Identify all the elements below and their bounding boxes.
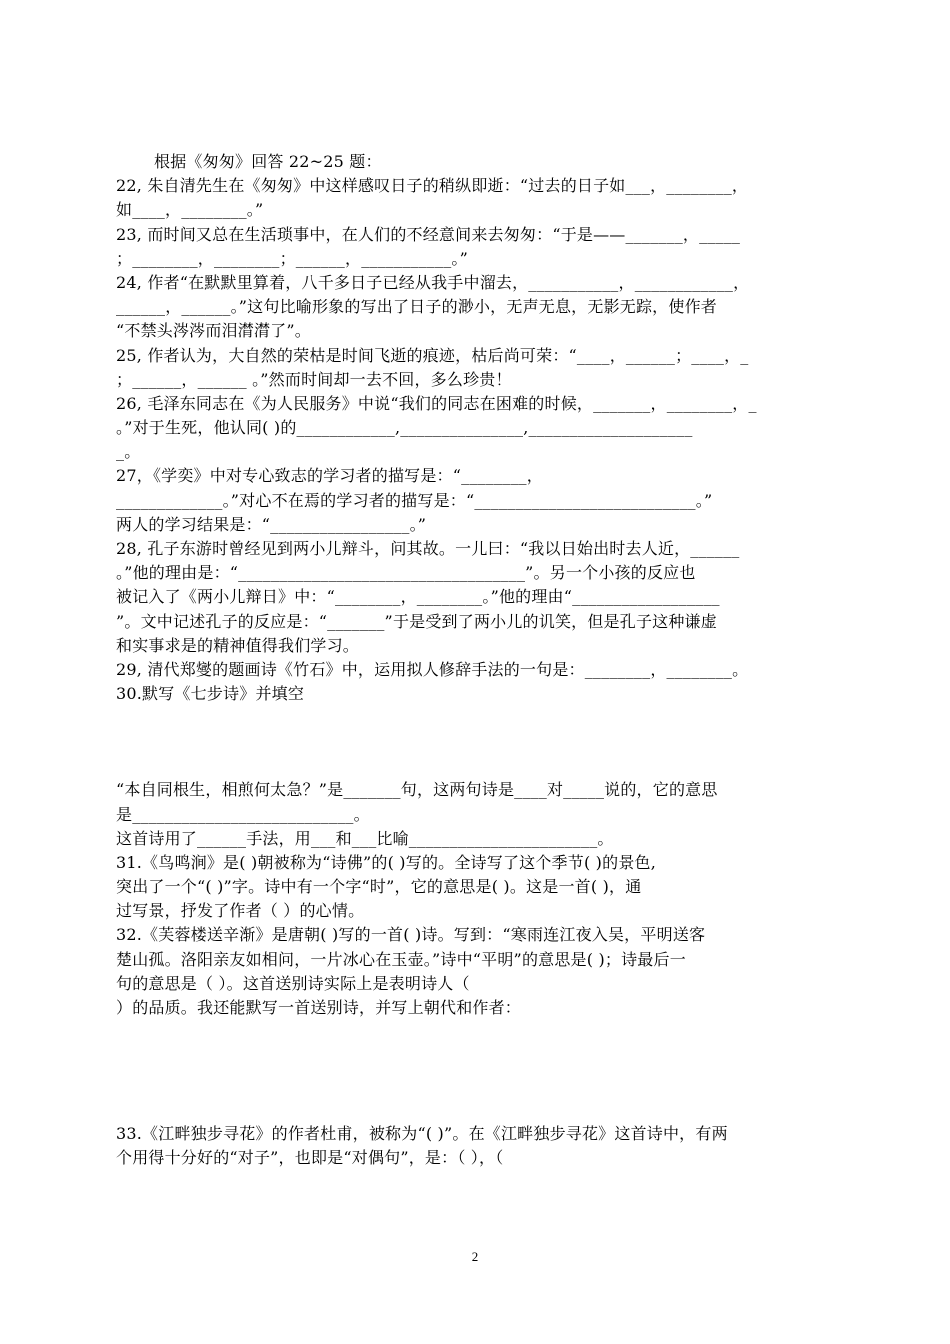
question-24-line-1: 24, 作者“在默默里算着，八千多日子已经从我手中溜去，___________，____________， [116,272,750,292]
question-32-line-1: 32.《芙蓉楼送辛渐》是唐朝( )写的一首( )诗。写到：“寒雨连江夜入吴，平明送客 [116,925,706,945]
question-30-line-2: 是___________________________。 [116,804,370,824]
question-26-line-2: 。”对于生死，他认同( )的____________,_______________,____________________ [116,418,693,438]
question-23-line-1: 23, 而时间又总在生活琐事中，在人们的不经意间来去匆匆：“于是——_______，_____ [116,224,741,244]
question-23-line-2: ；________，________；______，___________。” [116,248,468,268]
question-30-title: 30.默写《七步诗》并填空 [116,684,305,704]
section-intro: 根据《匆匆》回答 22~25 题： [154,152,382,171]
question-28-line-3: 被记入了《两小儿辩日》中：“________，________。”他的理由“__________________ [116,587,720,607]
question-28-line-4: ”。文中记述孔子的反应是：“_______”于是受到了两小儿的讥笑，但是孔子这种谦虚 [116,611,717,631]
poem-writing-space [116,706,840,778]
question-28-line-5: 和实事求是的精神值得我们学习。 [116,635,360,655]
question-33-line-1: 33.《江畔独步寻花》的作者杜甫，被称为“( )”。在《江畔独步寻花》这首诗中，有两 [116,1124,728,1144]
question-27-line-1: 27，《学奕》中对专心致志的学习者的描写是：“________， [116,466,543,486]
question-22-line-1: 22, 朱自清先生在《匆匆》中这样感叹日子的稍纵即逝：“过去的日子如___，________， [116,176,749,196]
question-28-line-1: 28, 孔子东游时曾经见到两小儿辩斗，问其故。一儿曰：“我以日始出时去人近，______ [116,539,740,558]
document-body [116,150,840,1171]
question-33-line-2: 个用得十分好的“对子”，也即是“对偶句”，是：（ ），（ [116,1148,504,1168]
question-32-line-4: ）的品质。我还能默写一首送别诗，并写上朝代和作者： [116,998,522,1017]
question-30-line-1: “本自同根生，相煎何太急？”是_______句，这两句诗是____对_____说的，它的意思 [116,780,718,800]
question-25-line-2: ；______，______ 。”然而时间却一去不回，多么珍贵！ [116,369,512,389]
question-31-line-1: 31.《鸟鸣涧》是( )朝被称为“诗佛”的( )写的。全诗写了这个季节( )的景色, [116,852,657,872]
question-29-line-1: 29, 清代郑燮的题画诗《竹石》中，运用拟人修辞手法的一句是：________，________。 [116,659,749,679]
question-32-line-2: 楚山孤。洛阳亲友如相问，一片冰心在玉壶。”诗中“平明”的意思是( )；诗最后一 [116,949,686,969]
farewell-poem-writing-space [116,1020,840,1122]
question-22-line-2: 如____，________。” [116,200,264,220]
question-31-line-2: 突出了一个“( )”字。诗中有一个字“时”，它的意思是( )。这是一首( )，通 [116,877,642,897]
question-26-line-1: 26, 毛泽东同志在《为人民服务》中说“我们的同志在困难的时候，_______，________，_ [116,393,757,413]
question-24-line-3: “不禁头涔涔而泪潸潸了”。 [116,321,311,341]
question-27-line-3: 两人的学习结果是：“_________________。” [116,514,427,534]
question-26-line-3: _。 [116,442,141,462]
question-27-line-2: _____________。”对心不在焉的学习者的描写是：“___________________________。” [116,490,713,510]
question-25-line-1: 25, 作者认为，大自然的荣枯是时间飞逝的痕迹，枯后尚可荣：“____，______；____，_ [116,345,749,365]
page-number: 2 [471,1249,479,1264]
question-30-line-3: 这首诗用了______手法，用___和___比喻_______________________。 [116,828,614,848]
question-24-line-2: ______，______。”这句比喻形象的写出了日子的渺小，无声无息，无影无踪，使作者 [116,297,717,317]
question-28-line-2: 。”他的理由是：“___________________________________”。另一个小孩的反应也 [116,563,696,583]
question-32-line-3: 句的意思是（ ）。这首送别诗实际上是表明诗人（ [116,973,470,993]
question-31-line-3: 过写景，抒发了作者（ ）的心情。 [116,901,365,921]
